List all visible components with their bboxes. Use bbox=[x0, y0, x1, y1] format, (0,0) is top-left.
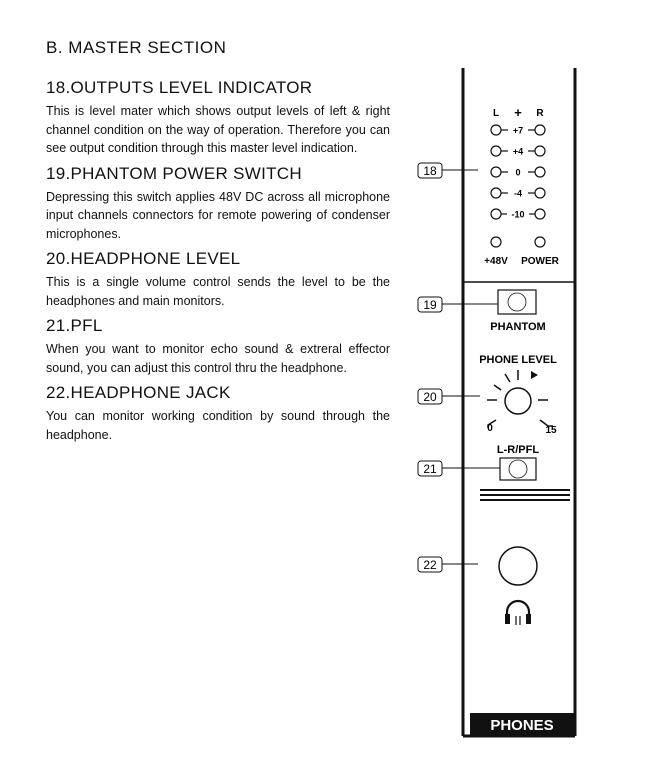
phantom-led-icon bbox=[491, 237, 501, 247]
item-title: 18.OUTPUTS LEVEL INDICATOR bbox=[46, 78, 313, 97]
item-body: Depressing this switch applies 48V DC across all microphone input channels connectors for remote powering of condenser microphones. bbox=[46, 189, 390, 241]
phone-level-label: PHONE LEVEL bbox=[479, 354, 557, 366]
knob-max-label: 15 bbox=[545, 425, 557, 436]
led-right-icon bbox=[535, 209, 545, 219]
item-title: 19.PHANTOM POWER SWITCH bbox=[46, 163, 302, 183]
phantom-switch-button[interactable] bbox=[498, 290, 536, 314]
meter-level-label: -10 bbox=[511, 209, 525, 220]
item-body: This is level mater which shows output levels of left & right channel condition on the way of operation. Therefore you can see output condition through this master level indication. bbox=[46, 104, 390, 155]
pfl-label: L-R/PFL bbox=[496, 444, 540, 456]
led-left-icon bbox=[491, 167, 501, 177]
meter-header-mid: + bbox=[514, 105, 522, 120]
led-right-icon bbox=[535, 167, 545, 177]
led-left-icon bbox=[491, 125, 501, 135]
indicator-48v-label: +48V bbox=[484, 256, 508, 267]
meter-level-label: 0 bbox=[515, 167, 521, 178]
callout-label: 21 bbox=[423, 462, 437, 476]
pfl-switch-cap-icon bbox=[509, 460, 527, 478]
callout-label: 19 bbox=[423, 298, 437, 312]
headphone-icon bbox=[505, 601, 531, 625]
master-section-panel-diagram bbox=[400, 60, 590, 745]
meter-row bbox=[491, 125, 545, 136]
pfl-switch-button[interactable] bbox=[500, 458, 536, 480]
knob-tick-marks bbox=[487, 370, 553, 428]
led-left-icon bbox=[491, 188, 501, 198]
phones-label: PHONES bbox=[490, 717, 554, 734]
triple-rule-divider bbox=[480, 490, 570, 500]
direction-arrow-icon bbox=[531, 371, 538, 379]
callout-22 bbox=[418, 557, 478, 572]
item-phantom-power-switch bbox=[46, 164, 390, 244]
power-led-icon bbox=[535, 237, 545, 247]
indicator-power-label: POWER bbox=[521, 256, 559, 267]
phantom-label: PHANTOM bbox=[490, 321, 546, 333]
item-title: 20.HEADPHONE LEVEL bbox=[46, 249, 241, 268]
item-headphone-jack bbox=[46, 383, 390, 444]
item-pfl bbox=[46, 316, 390, 377]
led-right-icon bbox=[535, 125, 545, 135]
callout-21 bbox=[418, 461, 500, 476]
meter-header-right: R bbox=[536, 108, 544, 119]
callout-18 bbox=[418, 163, 478, 178]
meter-row bbox=[491, 188, 545, 199]
phone-level-knob[interactable] bbox=[505, 388, 531, 414]
description-column bbox=[46, 78, 390, 450]
meter-level-label: +7 bbox=[512, 125, 524, 136]
meter-row bbox=[491, 167, 545, 178]
meter-row bbox=[491, 146, 545, 157]
section-title: B. MASTER SECTION bbox=[46, 38, 227, 57]
headphone-jack[interactable] bbox=[499, 547, 537, 585]
item-title: 21.PFL bbox=[46, 316, 103, 335]
led-right-icon bbox=[535, 188, 545, 198]
item-headphone-level bbox=[46, 249, 390, 310]
meter-level-label: -4 bbox=[513, 188, 523, 199]
meter-level-label: +4 bbox=[512, 146, 524, 157]
led-right-icon bbox=[535, 146, 545, 156]
meter-header-left: L bbox=[492, 108, 500, 119]
led-left-icon bbox=[491, 209, 501, 219]
callout-label: 22 bbox=[423, 558, 437, 572]
callout-20 bbox=[418, 389, 480, 404]
item-body: This is a single volume control sends the level to be the headphones and main monitors. bbox=[46, 275, 390, 308]
meter-row bbox=[491, 209, 545, 220]
item-body: You can monitor working condition by sound through the headphone. bbox=[46, 409, 390, 442]
callout-label: 20 bbox=[423, 390, 437, 404]
phantom-switch-cap-icon bbox=[508, 293, 526, 311]
knob-min-label: 0 bbox=[487, 423, 493, 434]
item-body: When you want to monitor echo sound & extreral effector sound, you can adjust this control thru the headphone. bbox=[46, 342, 390, 375]
led-left-icon bbox=[491, 146, 501, 156]
item-output-level-indicator bbox=[46, 78, 390, 158]
item-title: 22.HEADPHONE JACK bbox=[46, 383, 231, 402]
callout-label: 18 bbox=[423, 164, 437, 178]
callout-19 bbox=[418, 297, 498, 312]
